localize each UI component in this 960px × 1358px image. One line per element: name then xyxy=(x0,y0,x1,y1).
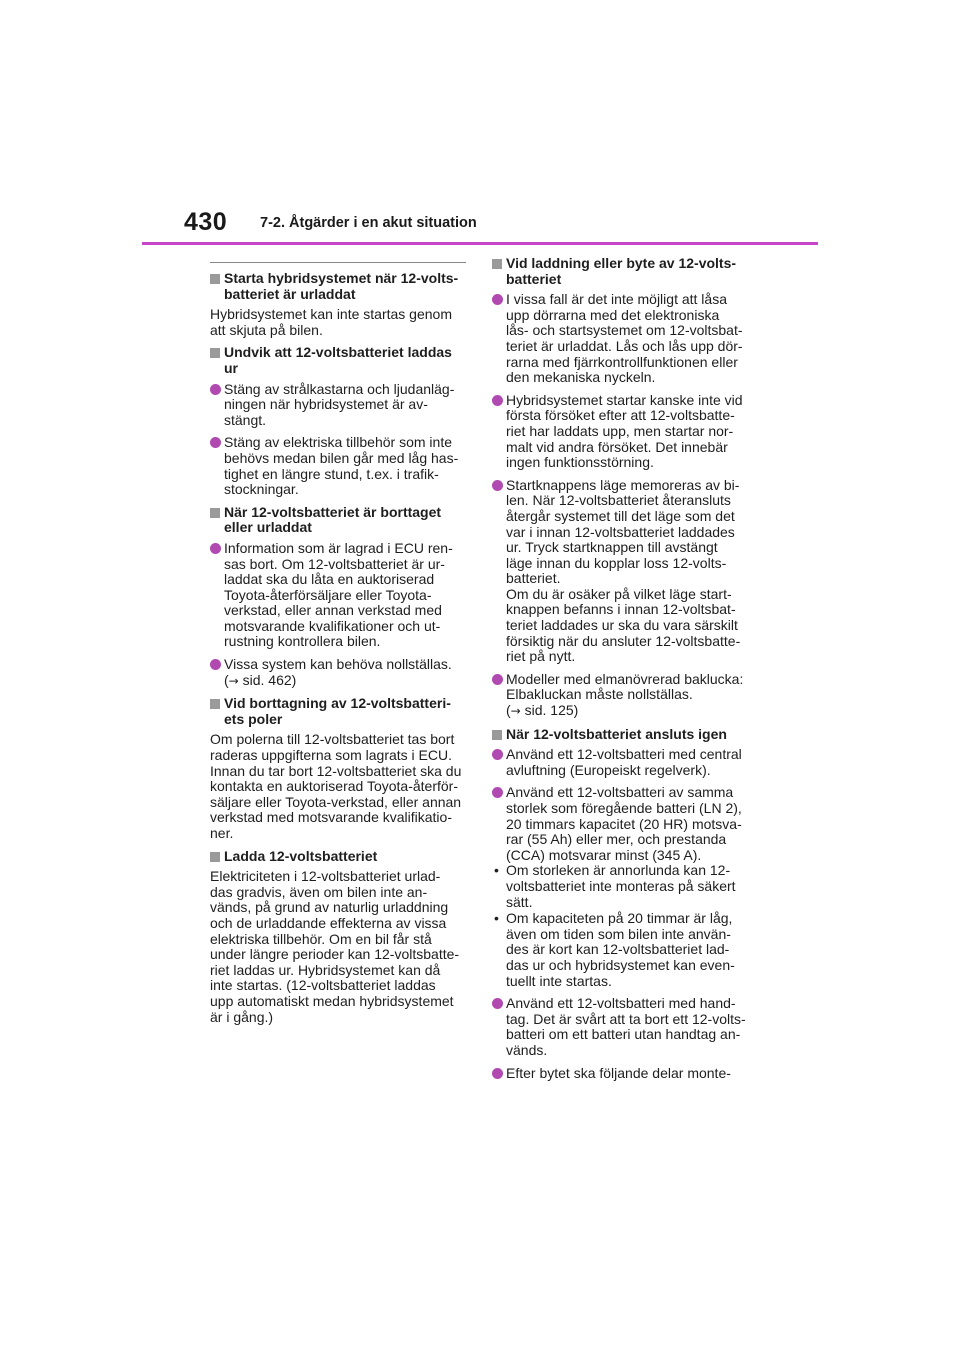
round-bullet-icon xyxy=(492,1068,503,1079)
bullet-text: Efter bytet ska följande delar monte- xyxy=(506,1064,731,1081)
bullet-text: Information som är lagrad i ECU ren- sas bort. Om 12-voltsbatteriet är ur- laddat ska du låta en auktoriserad Toyota-återförsäljare eller Toyota- verkstad, eller annan verkstad med motsvarande kvalifikationer och ut- rustning kontrollera bilen. xyxy=(224,539,453,650)
left-column xyxy=(210,262,466,1032)
bullet-text: Hybridsystemet startar kanske inte vid första försöket efter att 12-voltsbatte- riet har laddats upp, men startar nor- malt vid andra försöket. Det innebär ingen funktionsstörning. xyxy=(506,391,743,471)
subheading xyxy=(210,505,466,536)
bullet-item xyxy=(210,541,466,650)
bullet-text: Använd ett 12-voltsbatteri med hand- tag. Det är svårt att ta bort ett 12-volts- batteri om ett batteri utan handtag an- vänds. xyxy=(506,995,746,1058)
subheading-text: Undvik att 12-voltsbatteriet laddas ur xyxy=(224,344,452,376)
round-bullet-icon xyxy=(492,480,503,491)
arrow-right-icon: → xyxy=(510,704,521,719)
bullet-item xyxy=(492,478,748,665)
bullet-text: I vissa fall är det inte möjligt att låsa upp dörrarna med det elektroniska lås- och startsystemet om 12-voltsbat- teriet är urladdat. Lås och lås upp dör- rarna med fjärrkontrollfunktionen eller den mekaniska nyckeln. xyxy=(506,291,743,386)
subheading xyxy=(210,696,466,727)
bullet-item xyxy=(492,747,748,778)
right-column xyxy=(492,256,748,1088)
sub-bullet-text: Om storleken är annorlunda kan 12- voltsbatteriet inte monteras på säkert sätt. xyxy=(506,862,736,910)
round-bullet-icon xyxy=(210,543,221,554)
round-bullet-icon xyxy=(492,998,503,1009)
subheading-text: Vid laddning eller byte av 12-volts- batteriet xyxy=(506,255,737,287)
bullet-item xyxy=(492,996,748,1058)
subheading-text: När 12-voltsbatteriet är borttaget eller urladdat xyxy=(224,503,442,536)
round-bullet-icon xyxy=(210,437,221,448)
page-reference[interactable] xyxy=(224,672,296,688)
ref-text: sid. 462) xyxy=(238,671,297,688)
subheading-text: Vid borttagning av 12-voltsbatteri- ets poler xyxy=(224,695,451,727)
sub-bullet-text: Om kapaciteten på 20 timmar är låg, även om tiden som bilen inte använ- des är kort kan 12-voltsbatteriet lad- das ur och hybridsystemet kan even- tuellt inte startas. xyxy=(506,910,735,989)
round-bullet-icon xyxy=(210,659,221,670)
round-bullet-icon xyxy=(492,749,503,760)
square-bullet-icon xyxy=(210,508,220,518)
sub-bullet-item xyxy=(492,911,748,989)
round-bullet-icon xyxy=(492,294,503,305)
bullet-text: Modeller med elmanövrerad baklucka: Elbakluckan måste nollställas. xyxy=(506,670,744,703)
bullet-text: Vissa system kan behöva nollställas. xyxy=(224,656,452,673)
arrow-right-icon: → xyxy=(228,673,239,688)
ref-paren: ( xyxy=(224,671,229,688)
bullet-item xyxy=(492,292,748,386)
subheading xyxy=(210,345,466,376)
page-header xyxy=(0,0,960,250)
page-reference[interactable] xyxy=(506,702,578,718)
header-rule xyxy=(142,242,818,245)
sub-bullet-item xyxy=(492,863,748,910)
square-bullet-icon xyxy=(492,730,502,740)
round-bullet-icon xyxy=(210,384,221,395)
bullet-item xyxy=(210,382,466,429)
paragraph: Hybridsystemet kan inte startas genom att skjuta på bilen. xyxy=(210,306,452,338)
round-bullet-icon xyxy=(492,787,503,798)
page-number: 430 xyxy=(184,208,228,236)
paragraph: Om polerna till 12-voltsbatteriet tas bort raderas uppgifterna som lagrats i ECU. Innan du tar bort 12-voltsbatteriet ska du kontakta en auktoriserad Toyota-återför- säljare eller Toyota-verkstad, eller annan verkstad med motsvarande kvalifikatio- ner. xyxy=(210,731,462,841)
section-title: 7-2. Åtgärder i en akut situation xyxy=(260,215,477,231)
bullet-item xyxy=(492,1066,748,1082)
round-bullet-icon xyxy=(492,674,503,685)
subheading xyxy=(492,256,748,287)
bullet-item xyxy=(492,672,748,720)
bullet-item xyxy=(210,435,466,497)
bullet-text: Använd ett 12-voltsbatteri med central avluftning (Europeiskt regelverk). xyxy=(506,746,742,778)
subheading-text: Starta hybridsystemet när 12-volts- batteriet är urladdat xyxy=(224,270,459,302)
round-bullet-icon xyxy=(492,395,503,406)
ref-text: sid. 125) xyxy=(520,702,579,719)
subheading-text: Ladda 12-voltsbatteriet xyxy=(224,847,378,864)
bullet-text: Stäng av elektriska tillbehör som inte behövs medan bilen går med låg has- tighet en längre stund, t.ex. i trafik- stockningar. xyxy=(224,434,459,498)
dot-bullet-icon: • xyxy=(494,862,499,879)
square-bullet-icon xyxy=(210,852,220,862)
column-top-rule xyxy=(210,262,466,263)
dot-bullet-icon: • xyxy=(494,910,499,927)
bullet-text: Stäng av strålkastarna och ljudanläg- ningen när hybridsystemet är av- stängt. xyxy=(224,380,455,428)
bullet-item xyxy=(492,785,748,863)
square-bullet-icon xyxy=(210,699,220,709)
bullet-text: Startknappens läge memoreras av bi- len. När 12-voltsbatteriet återansluts återgår systemet till det läge som det var i innan 12-voltsbatteriet laddades ur. Tryck startknappen till avstängt läge innan du kopplar loss 12-volts- batteriet. Om du är osäker på vilket läge start- knappen befanns i innan 12-voltsbat- teriet laddades ur ska du vara särskilt försiktig när du ansluter 12-voltsbatte- riet på nytt. xyxy=(506,476,741,665)
subheading xyxy=(492,727,748,743)
subheading xyxy=(210,849,466,865)
square-bullet-icon xyxy=(492,259,502,269)
square-bullet-icon xyxy=(210,348,220,358)
subheading-text: När 12-voltsbatteriet ansluts igen xyxy=(506,725,727,742)
bullet-item xyxy=(210,657,466,689)
bullet-item xyxy=(492,393,748,471)
subheading xyxy=(210,271,466,302)
bullet-text: Använd ett 12-voltsbatteri av samma storlek som föregående batteri (LN 2), 20 timmars kapacitet (20 HR) motsva- rar (55 Ah) eller mer, och prestanda (CCA) motsvarar minst (345 A). xyxy=(506,784,742,863)
ref-paren: ( xyxy=(506,702,511,719)
square-bullet-icon xyxy=(210,274,220,284)
paragraph: Elektriciteten i 12-voltsbatteriet urlad- das gradvis, även om bilen inte an- vänds, på grund av naturlig urladdning och de urladdande effekterna av vissa elektriska tillbehör. Om en bil får stå under längre perioder kan 12-voltsbatte- riet laddas ur. Hybridsystemet kan då inte startas. (12-voltsbatteriet laddas upp automatiskt medan hybridsystemet är i gång.) xyxy=(210,868,460,1025)
